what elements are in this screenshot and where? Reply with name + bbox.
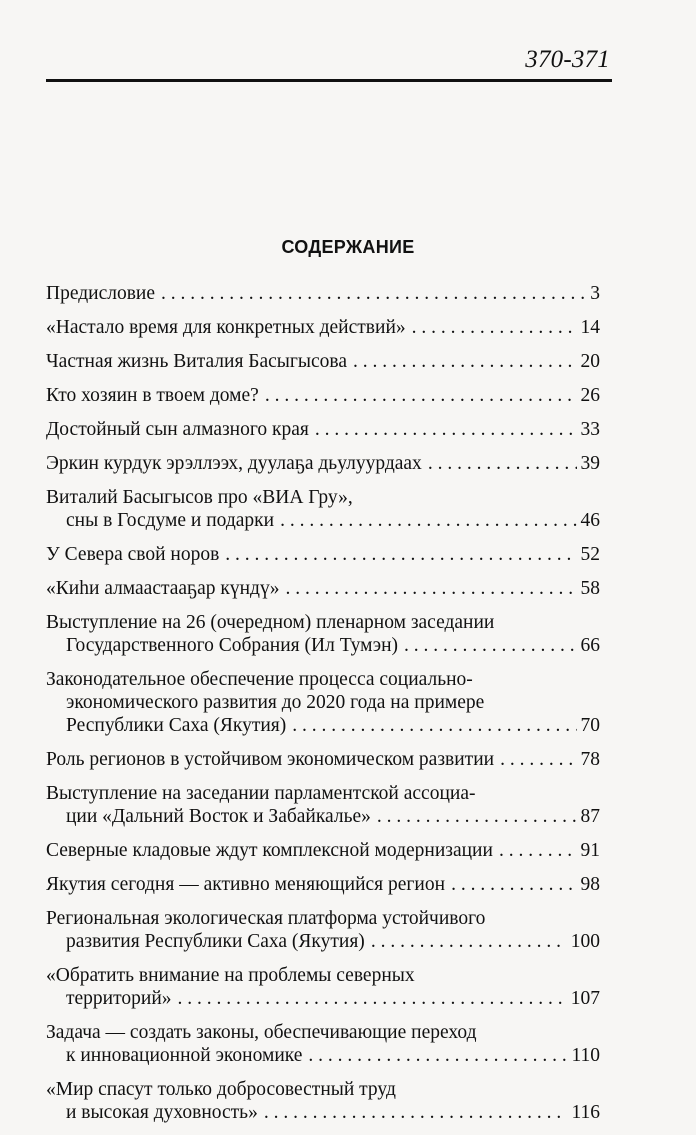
toc-entry [46,282,600,305]
toc-entry-line [46,782,600,805]
toc-entry [46,350,600,373]
toc-page-number: 107 [570,988,600,1009]
toc-entry-title-text: развития Республики Саха (Якутия) [66,931,365,952]
header-rule [46,79,612,82]
toc-entry [46,1078,600,1124]
toc-dot-leader [292,714,576,737]
toc-entry [46,907,600,953]
toc-entry-line [46,1021,600,1044]
toc-page-number: 33 [580,419,600,440]
toc-entry-line [46,748,600,771]
toc-entry [46,611,600,657]
toc-entry-line [46,384,600,407]
toc-entry [46,782,600,828]
toc-entry-title-text: экономического развития до 2020 года на примере [66,692,485,713]
toc-entry-title-text: Виталий Басыгысов про «ВИА Гру», [46,487,353,508]
toc-entry-line [46,611,600,634]
toc-entry-title-text: «Мир спасут только добросовестный труд [46,1079,396,1100]
toc-dot-leader [161,282,586,305]
toc-page-number: 26 [580,385,600,406]
toc-entry-title-text: сны в Госдуме и подарки [66,510,275,531]
toc-entry [46,452,600,475]
toc-dot-leader [377,805,577,828]
toc-dot-leader [499,839,577,862]
toc-entry-line [46,282,600,305]
toc-dot-leader [264,1101,568,1124]
toc-page-number: 98 [580,874,600,895]
toc-dot-leader [404,634,576,657]
toc-entry-title-text: к инновационной экономике [66,1045,303,1066]
toc-entry [46,748,600,771]
toc-entry-continuation-line [46,805,600,828]
toc-page-number: 91 [580,840,600,861]
toc-dot-leader [371,930,567,953]
toc-page-number: 3 [590,283,600,304]
toc-dot-leader [308,1044,567,1067]
toc-dot-leader [451,873,576,896]
toc-entry [46,486,600,532]
toc-dot-leader [178,987,567,1010]
toc-entry-line [46,452,600,475]
toc-page-number: 46 [580,510,600,531]
toc-dot-leader [225,543,576,566]
toc-page-number: 66 [580,635,600,656]
toc-entry [46,418,600,441]
toc-entry [46,384,600,407]
toc-entry-continuation-line [46,930,600,953]
toc-entry-continuation-line [46,691,600,714]
toc-dot-leader [500,748,576,771]
toc-dot-leader [285,577,576,600]
toc-entry-line [46,486,600,509]
toc-entry-title-text: Предисловие [46,283,156,304]
toc-entry-title-text: ции «Дальний Восток и Забайкалье» [66,806,371,827]
toc-entry-line [46,668,600,691]
toc-entry-line [46,873,600,896]
toc-title: СОДЕРЖАНИЕ [281,237,415,257]
toc-entry [46,839,600,862]
toc-page-number: 70 [580,715,600,736]
toc-page-number: 116 [571,1102,600,1123]
toc-entry-title-text: У Севера свой норов [46,544,220,565]
table-of-contents [46,282,600,1135]
toc-entry-title-text: Роль регионов в устойчивом экономическом развитии [46,749,495,770]
toc-entry-title-text: Северные кладовые ждут комплексной модернизации [46,840,493,861]
toc-entry-title-text: и высокая духовность» [66,1102,258,1123]
toc-entry-line [46,316,600,339]
toc-entry-title-text: Законодательное обеспечение процесса социально- [46,669,473,690]
toc-entry-title-text: территорий» [66,988,172,1009]
toc-entry-continuation-line [46,1101,600,1124]
toc-dot-leader [265,384,577,407]
toc-page-number: 78 [580,749,600,770]
toc-entry-title-text: Государственного Собрания (Ил Тумэн) [66,635,399,656]
toc-entry-title-text: Республики Саха (Якутия) [66,715,287,736]
toc-dot-leader [353,350,576,373]
toc-entry-title-text: «Киһи алмаастааҕар күндү» [46,578,280,599]
toc-page-number: 52 [580,544,600,565]
toc-entry-line [46,350,600,373]
toc-entry-title-text: Частная жизнь Виталия Басыгысова [46,351,348,372]
toc-entry-line [46,1078,600,1101]
toc-entry-title-text: «Обратить внимание на проблемы северных [46,965,415,986]
toc-entry-line [46,907,600,930]
toc-entry-title-text: Выступление на заседании парламентской ассоциа- [46,783,476,804]
toc-entry [46,668,600,737]
toc-entry [46,577,600,600]
toc-dot-leader [428,452,577,475]
toc-page-number: 110 [571,1045,600,1066]
toc-entry-title-text: Задача — создать законы, обеспечивающие переход [46,1022,477,1043]
toc-entry-line [46,543,600,566]
toc-entry-continuation-line [46,509,600,532]
toc-page-number: 100 [570,931,600,952]
toc-entry-title-text: Региональная экологическая платформа устойчивого [46,908,486,929]
toc-entry-line [46,577,600,600]
running-head-page-numbers: 370-371 [525,46,610,73]
toc-page-number: 58 [580,578,600,599]
toc-dot-leader [280,509,576,532]
toc-entry-title-text: «Настало время для конкретных действий» [46,317,406,338]
toc-entry-line [46,964,600,987]
toc-entry-title-text: Эркин курдук эрэллээх, дуулаҕа дьулуурдаах [46,453,422,474]
toc-page-number: 87 [580,806,600,827]
toc-entry [46,964,600,1010]
toc-page-number: 14 [580,317,600,338]
toc-page-number: 20 [580,351,600,372]
toc-entry [46,873,600,896]
toc-entry [46,1021,600,1067]
toc-entry-continuation-line [46,1044,600,1067]
toc-entry-line [46,418,600,441]
toc-entry [46,543,600,566]
toc-entry-title-text: Кто хозяин в твоем доме? [46,385,259,406]
toc-entry [46,316,600,339]
toc-entry-continuation-line [46,987,600,1010]
toc-dot-leader [412,316,577,339]
toc-entry-title-text: Якутия сегодня — активно меняющийся регион [46,874,446,895]
toc-page-number: 39 [580,453,600,474]
toc-entry-title-text: Достойный сын алмазного края [46,419,309,440]
toc-entry-title-text: Выступление на 26 (очередном) пленарном заседании [46,612,495,633]
toc-entry-continuation-line [46,634,600,657]
toc-dot-leader [315,418,577,441]
toc-entry-line [46,839,600,862]
toc-entry-continuation-line [46,714,600,737]
